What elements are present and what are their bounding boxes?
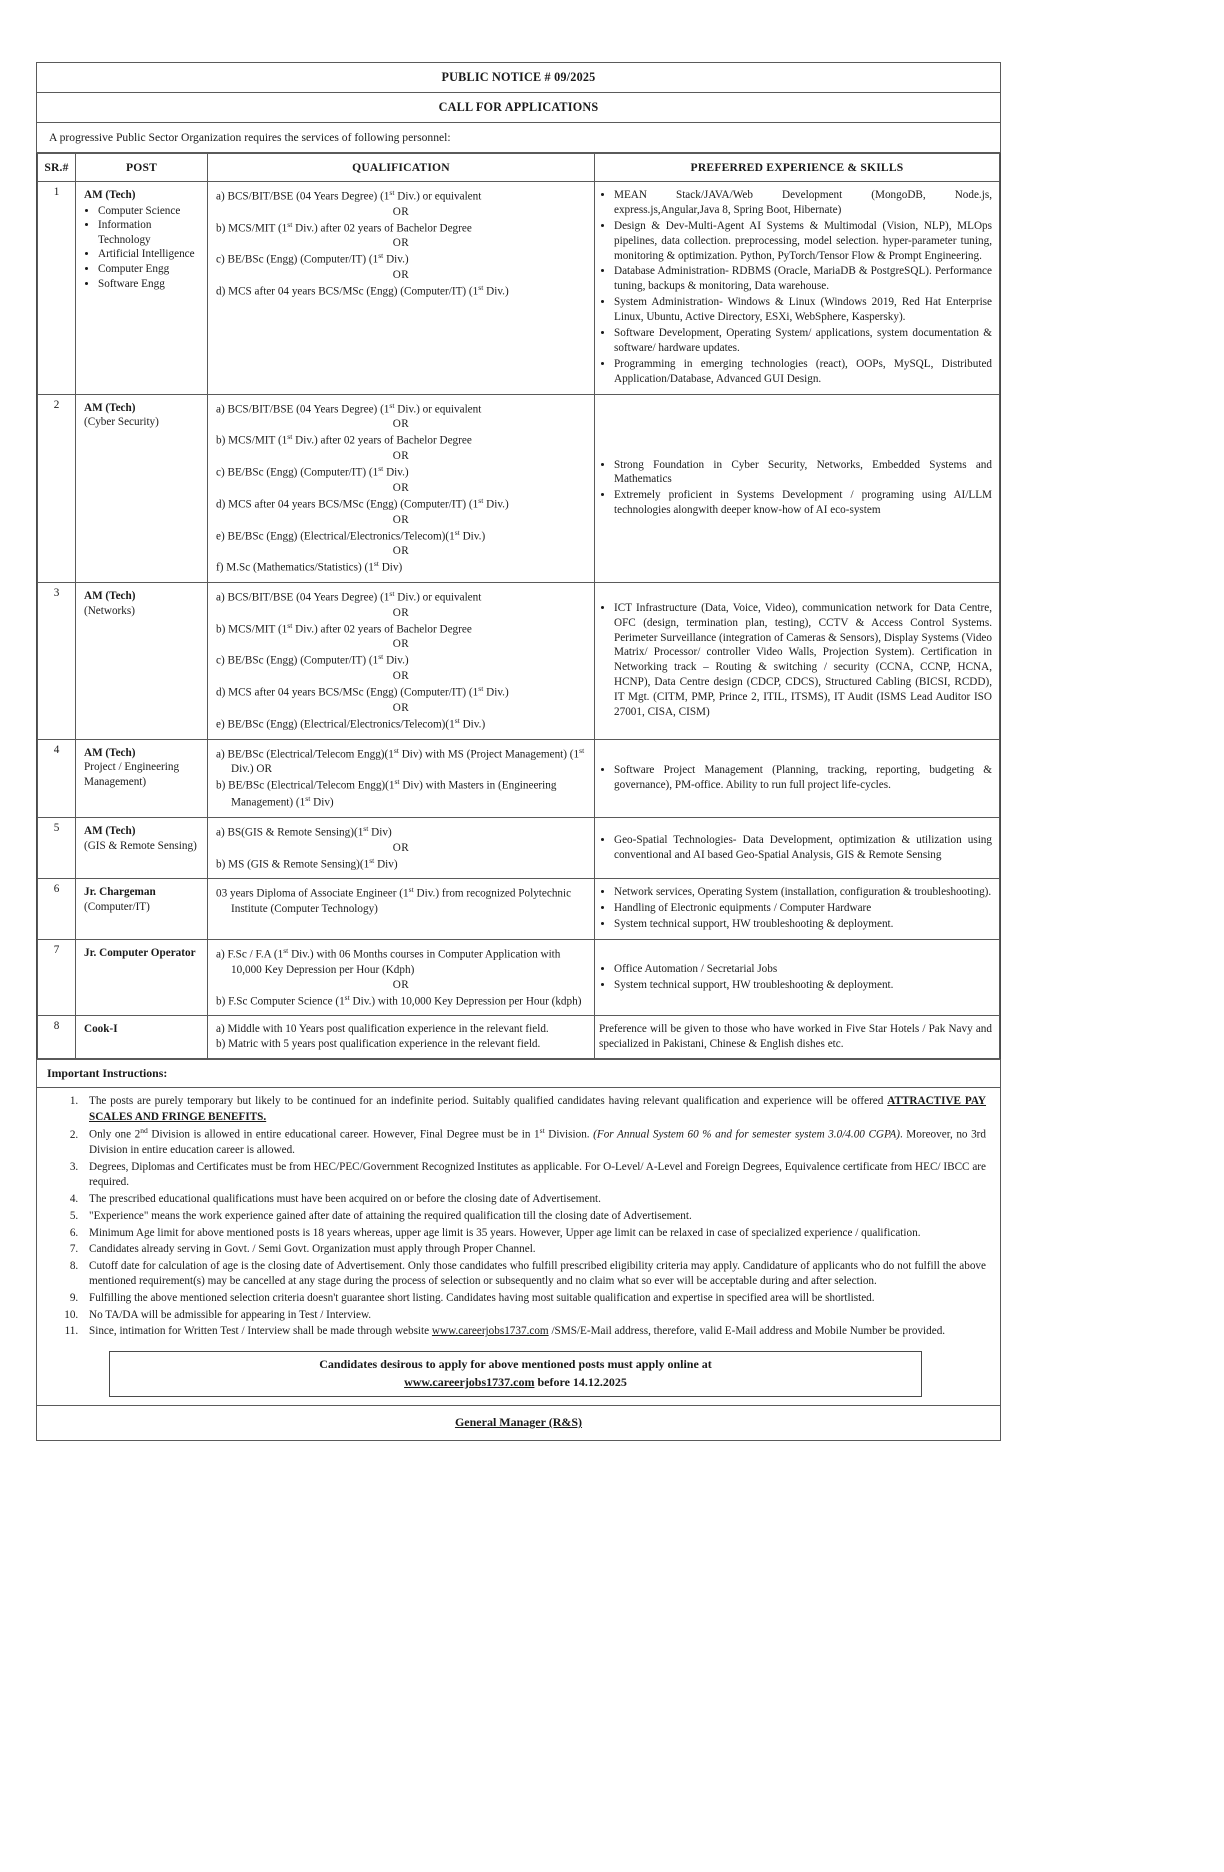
instruction-item: 5. "Experience" means the work experience gained after date of attaining the required qualification till the closing date of Advertisement. xyxy=(81,1209,986,1224)
cell-post: Jr. Chargeman (Computer/IT) xyxy=(76,879,208,940)
instruction-item: 1. The posts are purely temporary but likely to be continued for an indefinite period. Suitably qualified candidates having relevant qualification and experience will be offered ATTRACTIVE PAY SCALES AND FRINGE BENEFITS. xyxy=(81,1094,986,1124)
cell-qualification: a) BCS/BIT/BSE (04 Years Degree) (1st Div.) or equivalent OR b) MCS/MIT (1st Div.) after 02 years of Bachelor Degree OR c) BE/BSc (Engg) (Computer/IT) (1st Div.) OR d) MCS after 04 years BCS/MSc (Engg) (Computer/IT) (1st Div.) xyxy=(208,182,595,395)
instructions-list xyxy=(47,1094,986,1339)
instructions-heading: Important Instructions: xyxy=(47,1066,168,1081)
experience-item: • Network services, Operating System (installation, configuration & troubleshooting). xyxy=(614,885,992,900)
cell-qualification: a) Middle with 10 Years post qualification experience in the relevant field. b) Matric with 5 years post qualification experience in the relevant field. xyxy=(208,1016,595,1059)
experience-item: • Handling of Electronic equipments / Computer Hardware xyxy=(614,901,992,916)
post-discipline: • Software Engg xyxy=(98,277,203,292)
experience-item: • Software Project Management (Planning, tracking, reporting, budgeting & governance), PM-office. Ability to run full project life-cycles. xyxy=(614,763,992,793)
header-sr: SR.# xyxy=(38,154,76,182)
instruction-item: 11. Since, intimation for Written Test / Interview shall be made through website www.careerjobs1737.com /SMS/E-Mail address, therefore, valid E-Mail address and Mobile Number be provided. xyxy=(81,1324,986,1339)
table-row xyxy=(38,940,1000,1016)
cell-experience xyxy=(595,182,1000,395)
cell-sr: 1 xyxy=(38,182,76,395)
cell-sr: 3 xyxy=(38,582,76,739)
experience-item: • Programming in emerging technologies (react), OOPs, MySQL, Distributed Application/Database, Advanced GUI Design. xyxy=(614,357,992,387)
header-experience: PREFERRED EXPERIENCE & SKILLS xyxy=(595,154,1000,182)
cell-sr: 7 xyxy=(38,940,76,1016)
instruction-item: 10. No TA/DA will be admissible for appearing in Test / Interview. xyxy=(81,1308,986,1323)
apply-website-link[interactable]: www.careerjobs1737.com xyxy=(404,1374,535,1389)
notice-intro: A progressive Public Sector Organization requires the services of following personnel: xyxy=(49,131,451,144)
cell-experience xyxy=(595,817,1000,878)
jobs-table xyxy=(37,153,1000,1059)
apply-online-box xyxy=(109,1351,922,1397)
notice-outer-table xyxy=(36,62,1001,1441)
cell-experience xyxy=(595,394,1000,582)
table-row xyxy=(38,1016,1000,1059)
cell-qualification: a) BE/BSc (Electrical/Telecom Engg)(1st Div) with MS (Project Management) (1st Div.) OR b) BE/BSc (Electrical/Telecom Engg)(1st Div) with Masters in (Engineering Management) (1st Div) xyxy=(208,739,595,817)
notice-subtitle: CALL FOR APPLICATIONS xyxy=(438,100,599,114)
instruction-item: 9. Fulfilling the above mentioned selection criteria doesn't guarantee short listing. Candidates having most suitable qualification and expertise in specified area will be shortlisted. xyxy=(81,1291,986,1306)
table-row xyxy=(38,182,1000,395)
experience-item: • Database Administration- RDBMS (Oracle, MariaDB & PostgreSQL). Performance tuning, backups & monitoring, Data warehouse. xyxy=(614,264,992,294)
instruction-item: 7. Candidates already serving in Govt. / Semi Govt. Organization must apply through Proper Channel. xyxy=(81,1242,986,1257)
cell-sr: 8 xyxy=(38,1016,76,1059)
post-discipline: • Artificial Intelligence xyxy=(98,247,203,262)
cell-post: Cook-I xyxy=(76,1016,208,1059)
experience-item: • Office Automation / Secretarial Jobs xyxy=(614,962,992,977)
cell-qualification: a) BCS/BIT/BSE (04 Years Degree) (1st Div.) or equivalent OR b) MCS/MIT (1st Div.) after 02 years of Bachelor Degree OR c) BE/BSc (Engg) (Computer/IT) (1st Div.) OR d) MCS after 04 years BCS/MSc (Engg) (Computer/IT) (1st Div.) OR e) BE/BSc (Engg) (Electrical/Electronics/Telecom)(1st Div.) OR f) M.Sc (Mathematics/Statistics) (1st Div) xyxy=(208,394,595,582)
signature-line: General Manager (R&S) xyxy=(454,1415,583,1429)
cell-experience xyxy=(595,879,1000,940)
table-row xyxy=(38,394,1000,582)
cell-post: AM (Tech) • Computer Science • Information Technology • Artificial Intelligence • Computer Engg • Software Engg xyxy=(76,182,208,395)
cell-post: AM (Tech) (GIS & Remote Sensing) xyxy=(76,817,208,878)
cell-experience xyxy=(595,1016,1000,1059)
cell-sr: 2 xyxy=(38,394,76,582)
cell-qualification: a) BCS/BIT/BSE (04 Years Degree) (1st Div.) or equivalent OR b) MCS/MIT (1st Div.) after 02 years of Bachelor Degree OR c) BE/BSc (Engg) (Computer/IT) (1st Div.) OR d) MCS after 04 years BCS/MSc (Engg) (Computer/IT) (1st Div.) OR e) BE/BSc (Engg) (Electrical/Electronics/Telecom)(1st Div.) xyxy=(208,582,595,739)
header-post: POST xyxy=(76,154,208,182)
experience-item: • System technical support, HW troubleshooting & deployment. xyxy=(614,978,992,993)
cell-qualification: a) BS(GIS & Remote Sensing)(1st Div) OR b) MS (GIS & Remote Sensing)(1st Div) xyxy=(208,817,595,878)
experience-item: • ICT Infrastructure (Data, Voice, Video), communication network for Data Centre, OFC (design, termination plan, testing), CCTV & Access Control Systems. Perimeter Surveillance (integration of Cameras & Sensors), Display Systems (Video Matrix/ Processor/ controller Video Walls, Projection System). Certification in Networking track – Routing & switching / security (CCNA, CCNP, HCNA, HCNP), Data Centre design (CDCP, CDCS), Structured Cabling (BICSI, RCDD), IT Mgt. (CITM, PMP, Prince 2, ITIL, ITSMS), IT Audit (ISMS Lead Auditor ISO 27001, CISA, CISM) xyxy=(614,601,992,720)
cell-post: AM (Tech) Project / Engineering Management) xyxy=(76,739,208,817)
instruction-item: 4. The prescribed educational qualifications must have been acquired on or before the closing date of Advertisement. xyxy=(81,1192,986,1207)
cell-experience xyxy=(595,582,1000,739)
cell-post: AM (Tech) (Cyber Security) xyxy=(76,394,208,582)
cell-sr: 6 xyxy=(38,879,76,940)
instruction-item: 3. Degrees, Diplomas and Certificates must be from HEC/PEC/Government Recognized Institutes as applicable. For O-Level/ A-Level and Foreign Degrees, Equivalence certificate from HEC/ IBCC are required. xyxy=(81,1160,986,1190)
instruction-item: 6. Minimum Age limit for above mentioned posts is 18 years whereas, upper age limit is 35 years. However, Upper age limit can be relaxed in case of specialized experience / qualification. xyxy=(81,1226,986,1241)
cell-qualification: a) F.Sc / F.A (1st Div.) with 06 Months courses in Computer Application with 10,000 Key Depression per Hour (Kdph) OR b) F.Sc Computer Science (1st Div.) with 10,000 Key Depression per Hour (kdph) xyxy=(208,940,595,1016)
experience-item: • MEAN Stack/JAVA/Web Development (MongoDB, Node.js, express.js,Angular,Java 8, Spring Boot, Hibernate) xyxy=(614,188,992,218)
table-row xyxy=(38,817,1000,878)
experience-item: • Software Development, Operating System/ applications, system documentation & software/ hardware updates. xyxy=(614,326,992,356)
experience-item: • Design & Dev-Multi-Agent AI Systems & Multimodal (Vision, NLP), MLOps pipelines, data collection. preprocessing, model selection. hyper-parameter tuning, monitoring & optimization. Python, PyTorch/Tensor Flow & Prompt Engineering. xyxy=(614,219,992,264)
apply-deadline: before 14.12.2025 xyxy=(534,1374,627,1389)
cell-sr: 5 xyxy=(38,817,76,878)
cell-qualification: 03 years Diploma of Associate Engineer (1st Div.) from recognized Polytechnic Institute (Computer Technology) xyxy=(208,879,595,940)
cell-post: Jr. Computer Operator xyxy=(76,940,208,1016)
apply-line-1: Candidates desirous to apply for above mentioned posts must apply online at xyxy=(319,1357,712,1372)
experience-item: • Geo-Spatial Technologies- Data Development, optimization & utilization using conventional and AI based Geo-Spatial Analysis, GIS & Remote Sensing xyxy=(614,833,992,863)
notice-title: PUBLIC NOTICE # 09/2025 xyxy=(441,70,596,84)
post-discipline: • Computer Engg xyxy=(98,262,203,277)
cell-experience xyxy=(595,739,1000,817)
cell-post: AM (Tech) (Networks) xyxy=(76,582,208,739)
experience-item: • Strong Foundation in Cyber Security, Networks, Embedded Systems and Mathematics xyxy=(614,458,992,488)
website-link[interactable]: www.careerjobs1737.com xyxy=(431,1325,549,1338)
cell-sr: 4 xyxy=(38,739,76,817)
header-qualification: QUALIFICATION xyxy=(208,154,595,182)
experience-item: • Extremely proficient in Systems Development / programing using AI/LLM technologies alongwith deeper know-how of AI eco-system xyxy=(614,488,992,518)
table-row xyxy=(38,739,1000,817)
experience-item: • System technical support, HW troubleshooting & deployment. xyxy=(614,917,992,932)
notice-page xyxy=(36,62,998,1441)
post-discipline: • Computer Science xyxy=(98,204,203,219)
jobs-table-header-row xyxy=(38,154,1000,182)
table-row xyxy=(38,879,1000,940)
instruction-item: 2. Only one 2nd Division is allowed in entire educational career. However, Final Degree must be in 1st Division. (For Annual System 60 % and for semester system 3.0/4.00 CGPA). Moreover, no 3rd Division in entire education career is allowed. xyxy=(81,1126,986,1158)
instruction-item: 8. Cutoff date for calculation of age is the closing date of Advertisement. Only those candidates who fulfill prescribed eligibility criteria may apply. Candidature of applicants who do not fulfill the above mentioned requirement(s) may be cancelled at any stage during the process of selection or subsequently and no claim what so ever will be acceptable during and after selection. xyxy=(81,1259,986,1289)
experience-item: • System Administration- Windows & Linux (Windows 2019, Red Hat Enterprise Linux, Ubuntu, Active Directory, ESXi, WebSphere, Kaspersky). xyxy=(614,295,992,325)
experience-text: Preference will be given to those who have worked in Five Star Hotels / Pak Navy and specialized in Pakistani, Chinese & English dishes etc. xyxy=(599,1023,992,1051)
table-row xyxy=(38,582,1000,739)
cell-experience xyxy=(595,940,1000,1016)
instructions-body xyxy=(37,1088,1000,1345)
post-discipline: • Information Technology xyxy=(98,218,203,247)
